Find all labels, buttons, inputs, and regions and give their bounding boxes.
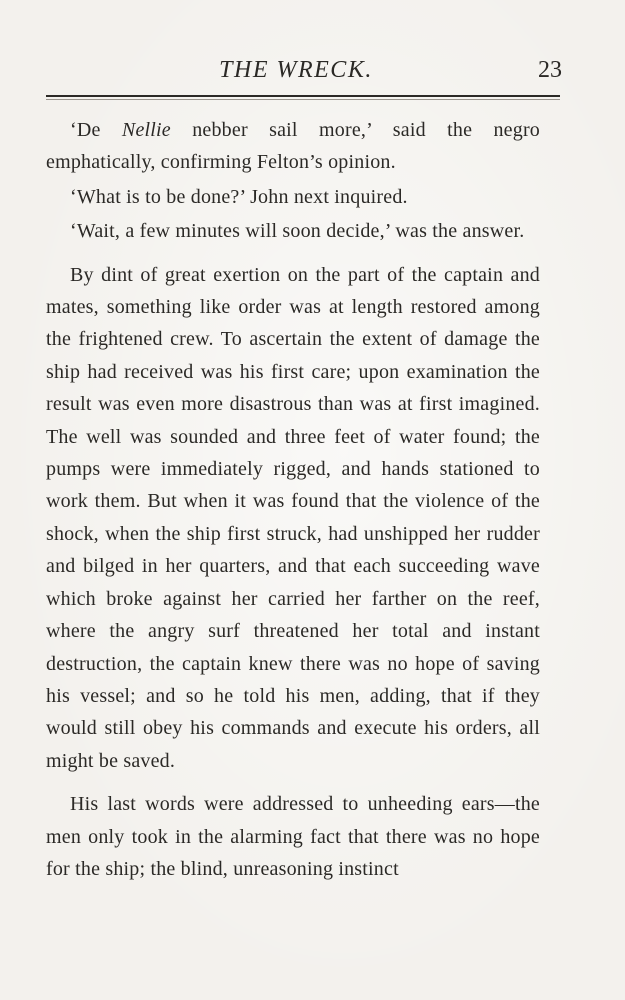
- ship-name: Nellie: [121, 119, 171, 141]
- paragraph-1-end: nebber sail more,’ said the negro emphatically, confirming Felton’s opinion.: [46, 119, 541, 174]
- paragraph-1: [46, 114, 540, 179]
- paragraph-2: ‘What is to be done?’ John next inquired.: [70, 185, 408, 208]
- running-title: THE WRECK.: [219, 57, 373, 83]
- paragraph-1-start: ‘De: [70, 119, 122, 141]
- paragraph-5: His last words were addressed to unheeding ears—the men only took in the alarming fact that there was no hope for the ship; the blind, unreasoning instinct: [46, 793, 540, 880]
- body-text: [46, 114, 540, 885]
- header-rule-thin: [46, 99, 560, 100]
- paragraph-4: By dint of great exertion on the part of the captain and mates, something like order was at length restored among the frightened crew. To ascertain the extent of damage the ship had received was his first care; upon examination the result was even more disastrous than was at first imagined. The well was sounded and three feet of water found; the pumps were immediately rigged, and hands stationed to work them. But when it was found that the violence of the shock, when the ship first struck, had unshipped her rudder and bilged in her quarters, and that each succeeding wave which broke against her carried her farther on the reef, where the angry surf threatened her total and instant destruction, the captain knew there was no hope of saving his vessel; and so he told his men, adding, that if they would still obey his commands and execute his orders, all might be saved.: [46, 263, 540, 772]
- page-number: 23: [538, 57, 562, 83]
- header-rule: [46, 95, 560, 97]
- paragraph-3: ‘Wait, a few minutes will soon decide,’ was the answer.: [70, 220, 525, 243]
- running-head: [46, 56, 562, 86]
